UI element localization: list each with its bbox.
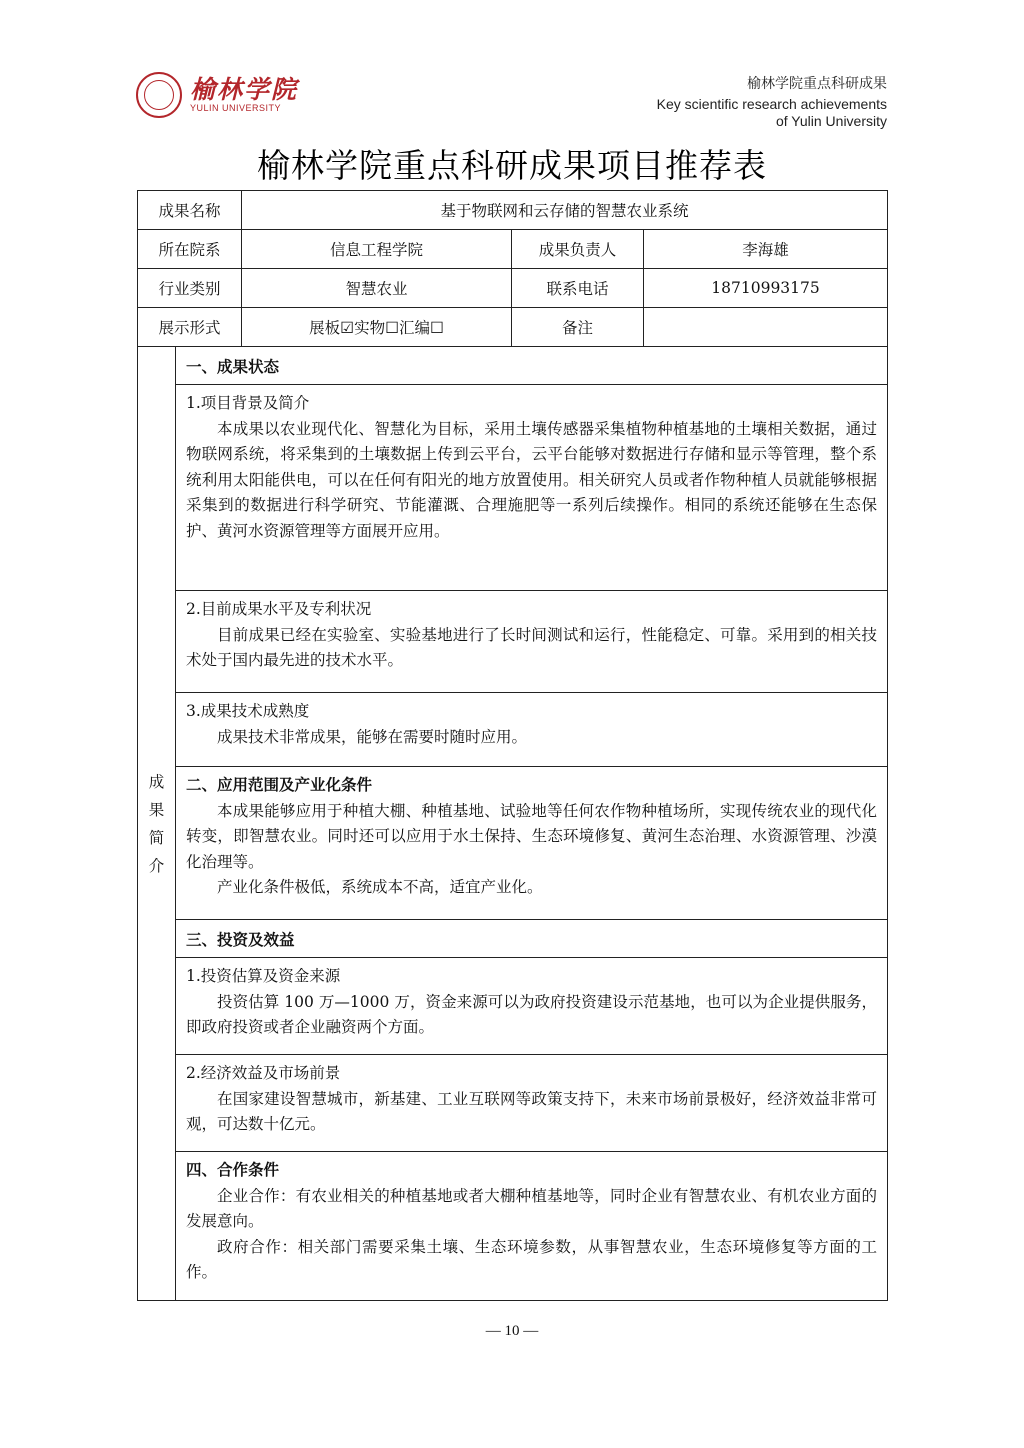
section-3-2-block — [176, 1055, 888, 1152]
remark-value — [644, 308, 888, 347]
page-title: 榆林学院重点科研成果项目推荐表 — [257, 146, 767, 185]
section-4-title: 四、合作条件 — [186, 1161, 280, 1179]
recommendation-table — [137, 190, 888, 1301]
page-number: — 10 — — [485, 1323, 539, 1339]
section-1-3-text: 成果技术非常成果，能够在需要时随时应用。 — [217, 727, 528, 746]
section-4-text-2: 政府合作：相关部门需要采集土壤、生态环境参数，从事智慧农业，生态环境修复等方面的工作。 — [186, 1237, 878, 1282]
running-header-en-1: Key scientific research achievements — [656, 96, 887, 112]
section-3-title: 三、投资及效益 — [176, 920, 888, 958]
logo-english-name: YULIN UNIVERSITY — [190, 102, 282, 113]
section-3-2-text: 在国家建设智慧城市，新基建、工业互联网等政策支持下，未来市场前景极好，经济效益非常可观，可达数十亿元。 — [186, 1089, 878, 1134]
display-value: 展板☑实物☐汇编☐ — [242, 308, 512, 347]
section-1-1-title: 1.项目背景及简介 — [186, 394, 310, 412]
university-seal-icon — [136, 72, 182, 118]
section-3-1-text: 投资估算 100 万—1000 万，资金来源可以为政府投资建设示范基地，也可以为企业提供服务，即政府投资或者企业融资两个方面。 — [186, 992, 878, 1037]
running-header — [657, 76, 887, 130]
leader-label: 成果负责人 — [512, 230, 644, 269]
section-1-2-text: 目前成果已经在实验室、实验基地进行了长时间测试和运行，性能稳定、可靠。采用到的相关技术处于国内最先进的技术水平。 — [186, 625, 878, 670]
university-logo — [136, 72, 298, 118]
name-label: 成果名称 — [138, 191, 242, 230]
section-1-1-block — [176, 385, 888, 591]
phone-value: 18710993175 — [644, 269, 888, 308]
row-section-1-1 — [138, 385, 888, 591]
phone-label: 联系电话 — [512, 269, 644, 308]
section-1-1-text: 本成果以农业现代化、智慧化为目标，采用土壤传感器采集植物种植基地的土壤相关数据，通过物联网系统，将采集到的土壤数据上传到云平台，云平台能够对数据进行存储和显示等管理，整个系统利用太阳能供电，可以在任何有阳光的地方放置使用。相关研究人员或者作物种植人员就能够根据采集到的数据进行科学研究、节能灌溉、合理施肥等一系列后续操作。相同的系统还能够在生态保护、黄河水资源管理等方面展开应用。 — [186, 419, 878, 540]
leader-value: 李海雄 — [644, 230, 888, 269]
row-section-3-1 — [138, 958, 888, 1055]
name-value: 基于物联网和云存储的智慧农业系统 — [242, 191, 888, 230]
running-header-cn: 榆林学院重点科研成果 — [747, 76, 887, 92]
section-4-block — [176, 1152, 888, 1301]
running-header-en-2: of Yulin University — [775, 113, 887, 129]
row-section-1-2 — [138, 591, 888, 693]
row-section-2 — [138, 767, 888, 920]
section-2-block — [176, 767, 888, 920]
section-3-1-block — [176, 958, 888, 1055]
row-section-1-title — [138, 347, 888, 385]
row-section-1-3 — [138, 693, 888, 767]
logo-chinese-name: 榆林学院 — [190, 74, 299, 104]
row-display — [138, 308, 888, 347]
section-1-3-block — [176, 693, 888, 767]
row-section-4 — [138, 1152, 888, 1301]
side-label-summary: 成 果 简 介 — [138, 347, 176, 1301]
dept-value: 信息工程学院 — [242, 230, 512, 269]
section-1-2-block — [176, 591, 888, 693]
row-section-3-2 — [138, 1055, 888, 1152]
row-dept — [138, 230, 888, 269]
section-3-2-title: 2.经济效益及市场前景 — [186, 1064, 341, 1082]
dept-label: 所在院系 — [138, 230, 242, 269]
display-label: 展示形式 — [138, 308, 242, 347]
row-section-3-title — [138, 920, 888, 958]
section-2-text-1: 本成果能够应用于种植大棚、种植基地、试验地等任何农作物种植场所，实现传统农业的现代化转变，即智慧农业。同时还可以应用于水土保持、生态环境修复、黄河生态治理、水资源管理、沙漠化治理等。 — [186, 801, 878, 871]
row-industry — [138, 269, 888, 308]
remark-label: 备注 — [512, 308, 644, 347]
section-1-3-title: 3.成果技术成熟度 — [186, 702, 310, 720]
section-1-title: 一、成果状态 — [176, 347, 888, 385]
industry-value: 智慧农业 — [242, 269, 512, 308]
section-1-2-title: 2.目前成果水平及专利状况 — [186, 600, 372, 618]
section-2-text-2: 产业化条件极低，系统成本不高，适宜产业化。 — [217, 878, 543, 897]
row-name — [138, 191, 888, 230]
industry-label: 行业类别 — [138, 269, 242, 308]
section-3-1-title: 1.投资估算及资金来源 — [186, 967, 341, 985]
section-4-text-1: 企业合作：有农业相关的种植基地或者大棚种植基地等，同时企业有智慧农业、有机农业方面的发展意向。 — [186, 1186, 878, 1231]
section-2-title: 二、应用范围及产业化条件 — [186, 776, 373, 794]
